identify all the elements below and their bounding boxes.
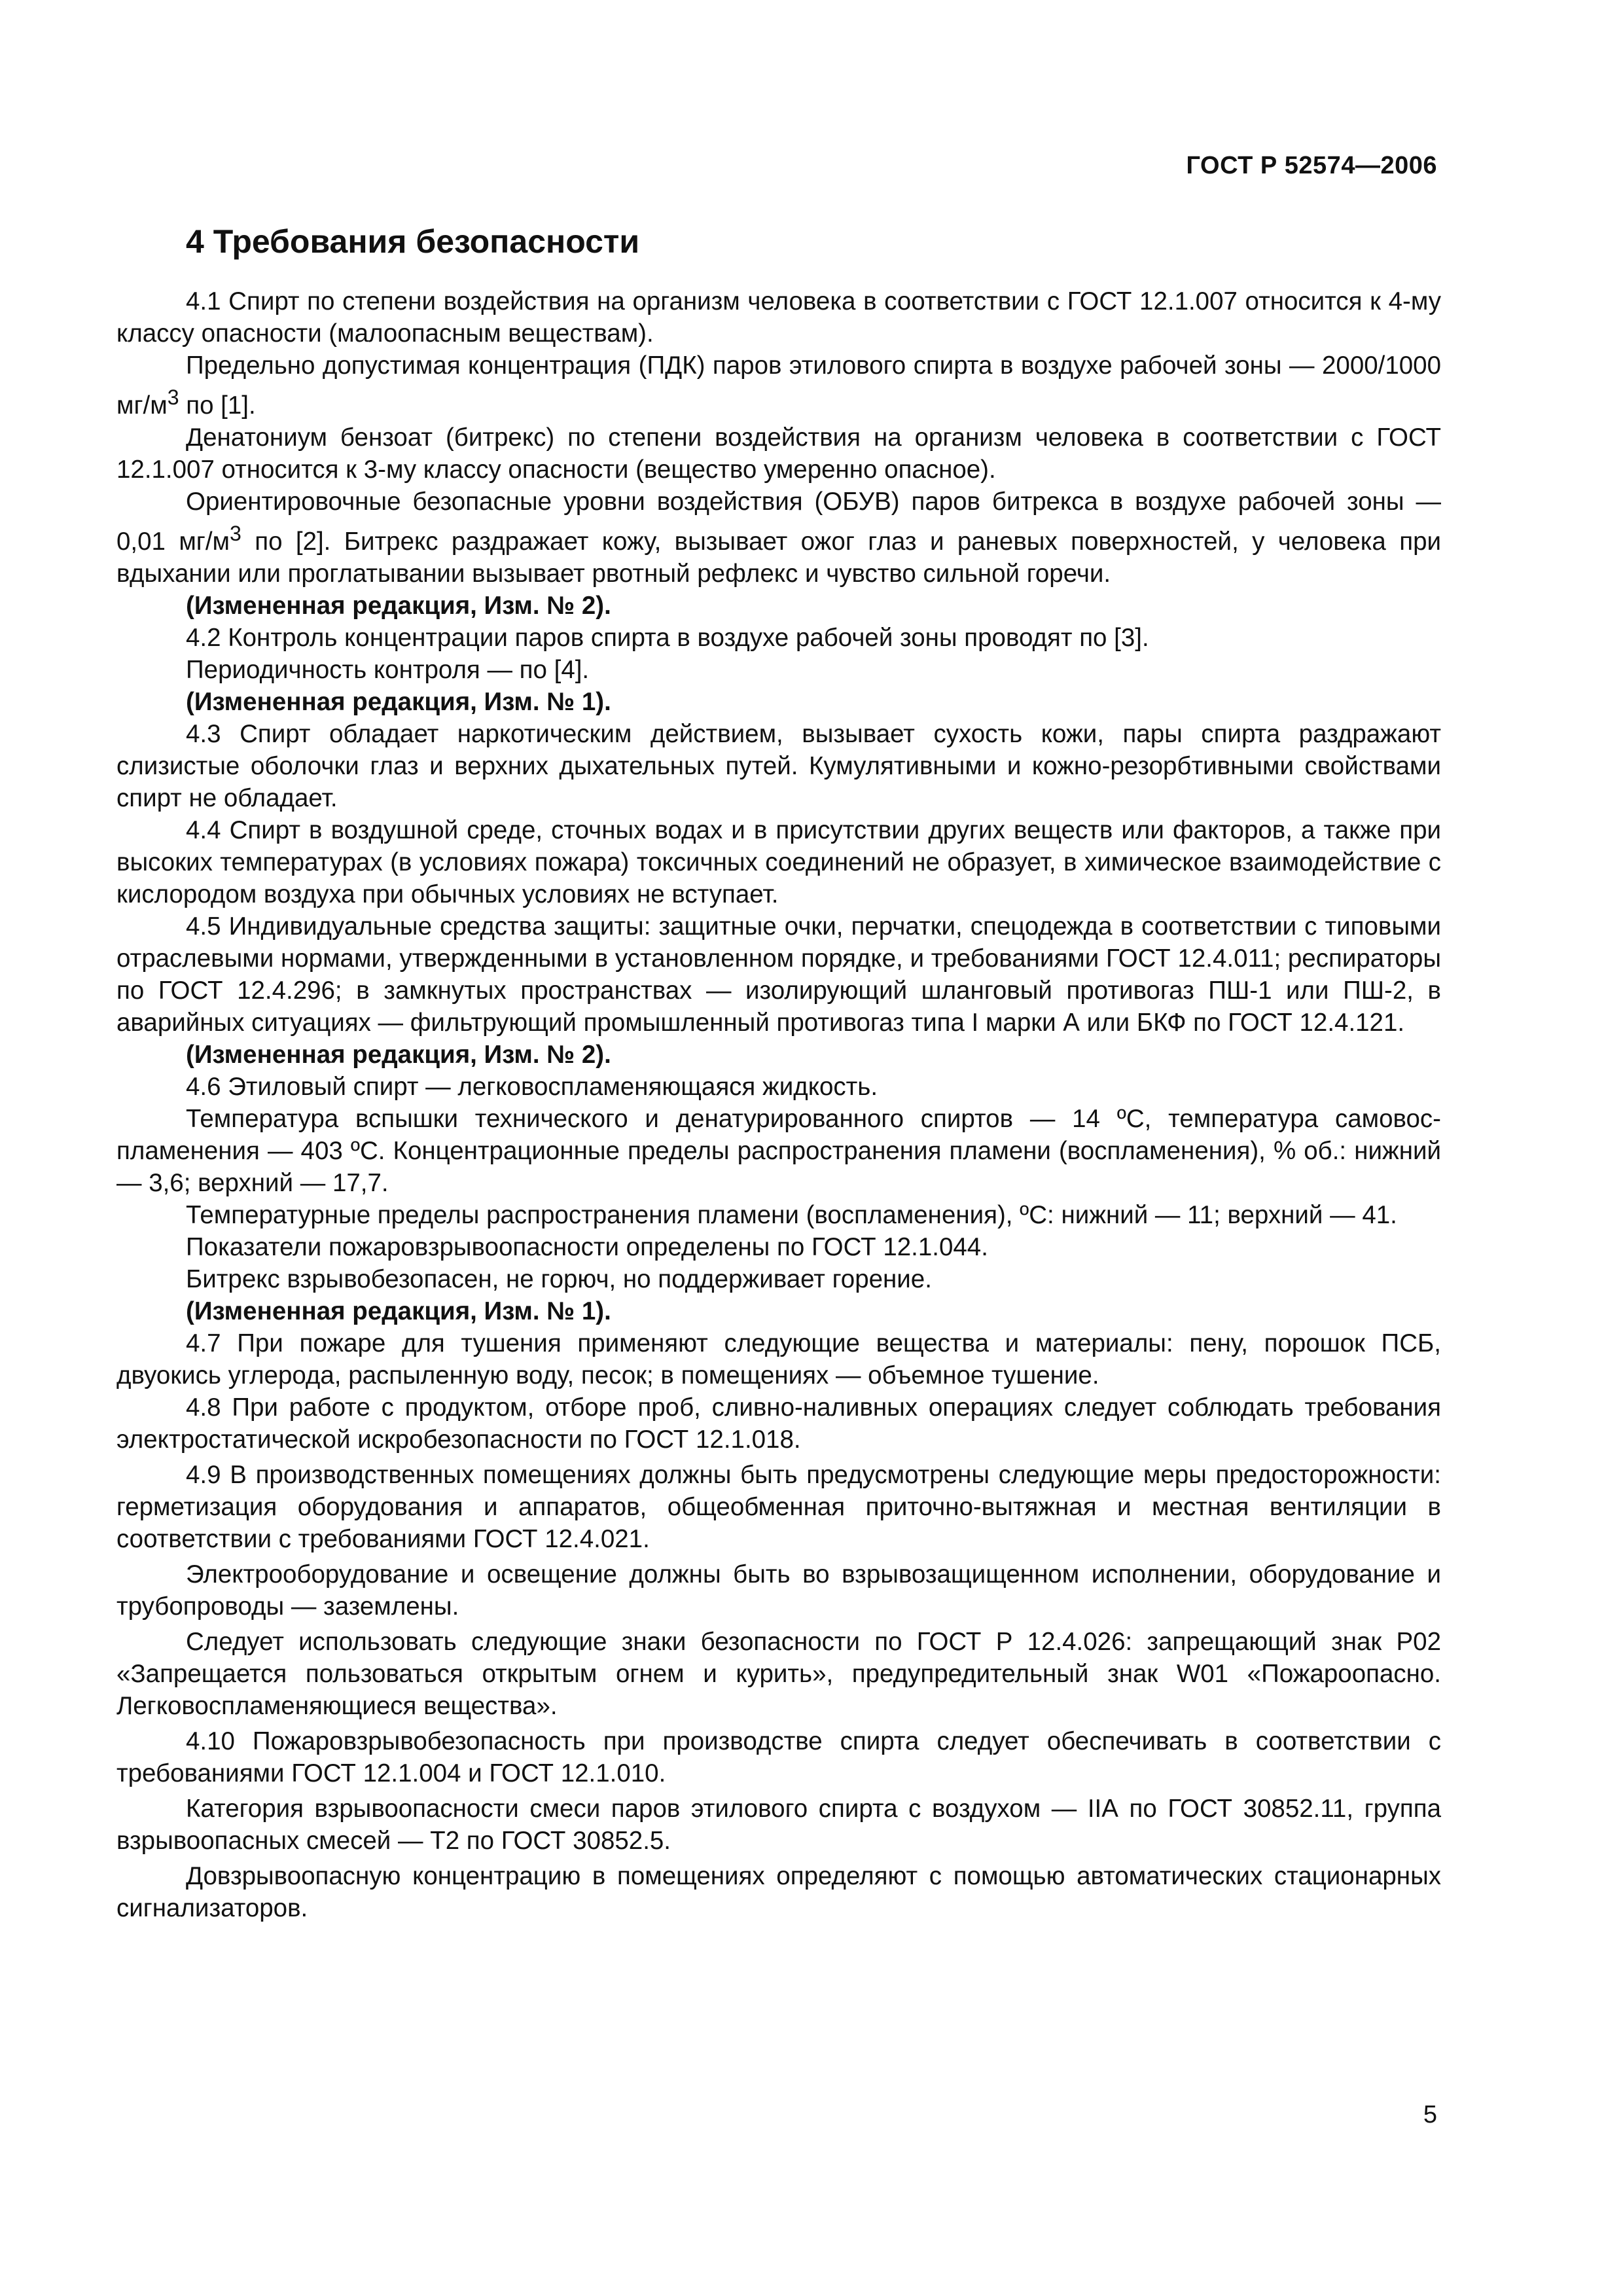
paragraph-safety-signs: Следует использовать следующие знаки безопасности по ГОСТ Р 12.4.026: запрещающий знак Р02 «Запрещается пользоваться открытым огнем и курить», предупредительный знак W01 «Пожароопасно. Легковоспламеняющиеся вещества». — [116, 1627, 1441, 1720]
paragraph-4-4: 4.4 Спирт в воздушной среде, сточных водах и в присутствии других веществ или факторов, а также при высоких температурах (в условиях пожара) токсичных соединений не образует, в химическое взаимодействие с кислородом воздуха при обычных условиях не вступает. — [116, 816, 1441, 908]
paragraph-4-2: 4.2 Контроль концентрации паров спирта в воздухе рабочей зоны проводят по [3]. — [186, 623, 1149, 652]
paragraph-fire-indicators: Показатели пожаровзрывоопасности определены по ГОСТ 12.1.044. — [186, 1232, 988, 1261]
page-number: 5 — [1423, 2101, 1437, 2128]
paragraph-4-1: 4.1 Спирт по степени воздействия на организм человека в соответствии с ГОСТ 12.1.007 относится к 4-му классу опасности (малоопасным веществам). — [116, 287, 1441, 348]
section-body — [116, 285, 1441, 1924]
amendment-note: (Измененная редакция, Изм. № 2). — [186, 1040, 611, 1069]
paragraph-electrical-equipment: Электрооборудование и освещение должны быть во взрывозащищенном исполнении, оборудование и трубопроводы — заземлены. — [116, 1560, 1441, 1621]
paragraph-4-3: 4.3 Спирт обладает наркотическим действием, вызывает сухость кожи, пары спирта раздражают слизистые оболочки глаз и верхних дыхательных путей. Кумулятивными и кожно-резорбтивными свойствами спирт не обладает. — [116, 719, 1441, 812]
paragraph-4-7: 4.7 При пожаре для тушения применяют следующие вещества и материалы: пену, порошок ПСБ, двуокись углерода, распыленную воду, песок; в помещениях — объемное тушение. — [116, 1329, 1441, 1390]
paragraph-4-10: 4.10 Пожаровзрывобезопасность при производстве спирта следует обеспечивать в соответствии с требованиями ГОСТ 12.1.004 и ГОСТ 12.1.010. — [116, 1727, 1441, 1787]
paragraph-4-8: 4.8 При работе с продуктом, отборе проб, сливно-наливных операциях следует соблюдать требования электростатической искробезопасности по ГОСТ 12.1.018. — [116, 1393, 1441, 1454]
paragraph-temperature-limits: Температурные пределы распространения пламени (воспламенения), ºС: нижний — 11; верхний — 41. — [186, 1200, 1397, 1229]
amendment-note: (Измененная редакция, Изм. № 1). — [186, 1297, 611, 1325]
paragraph-explosion-category: Категория взрывоопасности смеси паров этилового спирта с воздухом — IIА по ГОСТ 30852.11, группа взрывоопасных смесей — Т2 по ГОСТ 30852.5. — [116, 1794, 1441, 1855]
paragraph-4-9: 4.9 В производственных помещениях должны быть предусмотрены следующие меры предосторожности: герметизация оборудования и аппаратов, общеобменная приточно-вытяжная и местная вентиляции в соответствии с требованиями ГОСТ 12.4.021. — [116, 1460, 1441, 1553]
document-code-header: ГОСТ Р 52574—2006 — [1186, 152, 1437, 179]
paragraph-flash-point: Температура вспышки технического и денатурированного спиртов — 14 ºС, температура самовоспламенения — 403 ºС. Концентрационные пределы распространения пламени (воспламенения), % об.: нижний — 3,6; верхний — 17,7. — [116, 1104, 1441, 1197]
amendment-note: (Измененная редакция, Изм. № 2). — [186, 591, 611, 620]
paragraph-denatonium: Денатониум бензоат (битрекс) по степени воздействия на организм человека в соответствии с ГОСТ 12.1.007 относится к 3-му классу опасности (вещество умеренно опасное). — [116, 423, 1441, 484]
paragraph-obuv: Ориентировочные безопасные уровни воздействия (ОБУВ) паров битрекса в воздухе рабочей зоны — 0,01 $мг/м^3$ по [2]. Битрекс раздражает кожу, вызывает ожог глаз и раневых поверхностей, у человека при вдыхании или проглатывании вызывает рвотный рефлекс и чувство сильной горечи. — [116, 487, 1441, 588]
paragraph-control-period: Периодичность контроля — по [4]. — [186, 655, 590, 684]
paragraph-4-6: 4.6 Этиловый спирт — легковоспламеняющаяся жидкость. — [186, 1072, 878, 1101]
section-title: 4 Требования безопасности — [186, 223, 640, 260]
paragraph-bitrex-safety: Битрекс взрывобезопасен, не горюч, но поддерживает горение. — [186, 1265, 932, 1293]
amendment-note: (Измененная редакция, Изм. № 1). — [186, 687, 611, 716]
paragraph-4-5: 4.5 Индивидуальные средства защиты: защитные очки, перчатки, спецодежда в соответствии с типовыми отраслевыми нормами, утвержденными в установленном порядке, и требованиями ГОСТ 12.4.011; респираторы по ГОСТ 12.4.296; в замкнутых пространствах — изолирующий шланговый противогаз ПШ-1 или ПШ-2, в аварийных ситуациях — фильтрующий промышленный противогаз типа I марки А или БКФ по ГОСТ 12.4.121. — [116, 912, 1441, 1037]
paragraph-sensors: Довзрывоопасную концентрацию в помещениях определяют с помощью автоматических стационарных сигнализаторов. — [116, 1861, 1441, 1922]
paragraph-pdk: Предельно допустимая концентрация (ПДК) паров этилового спирта в воздухе рабочей зоны — 2000/1000 $мг/м^3$ по [1]. — [116, 351, 1441, 420]
